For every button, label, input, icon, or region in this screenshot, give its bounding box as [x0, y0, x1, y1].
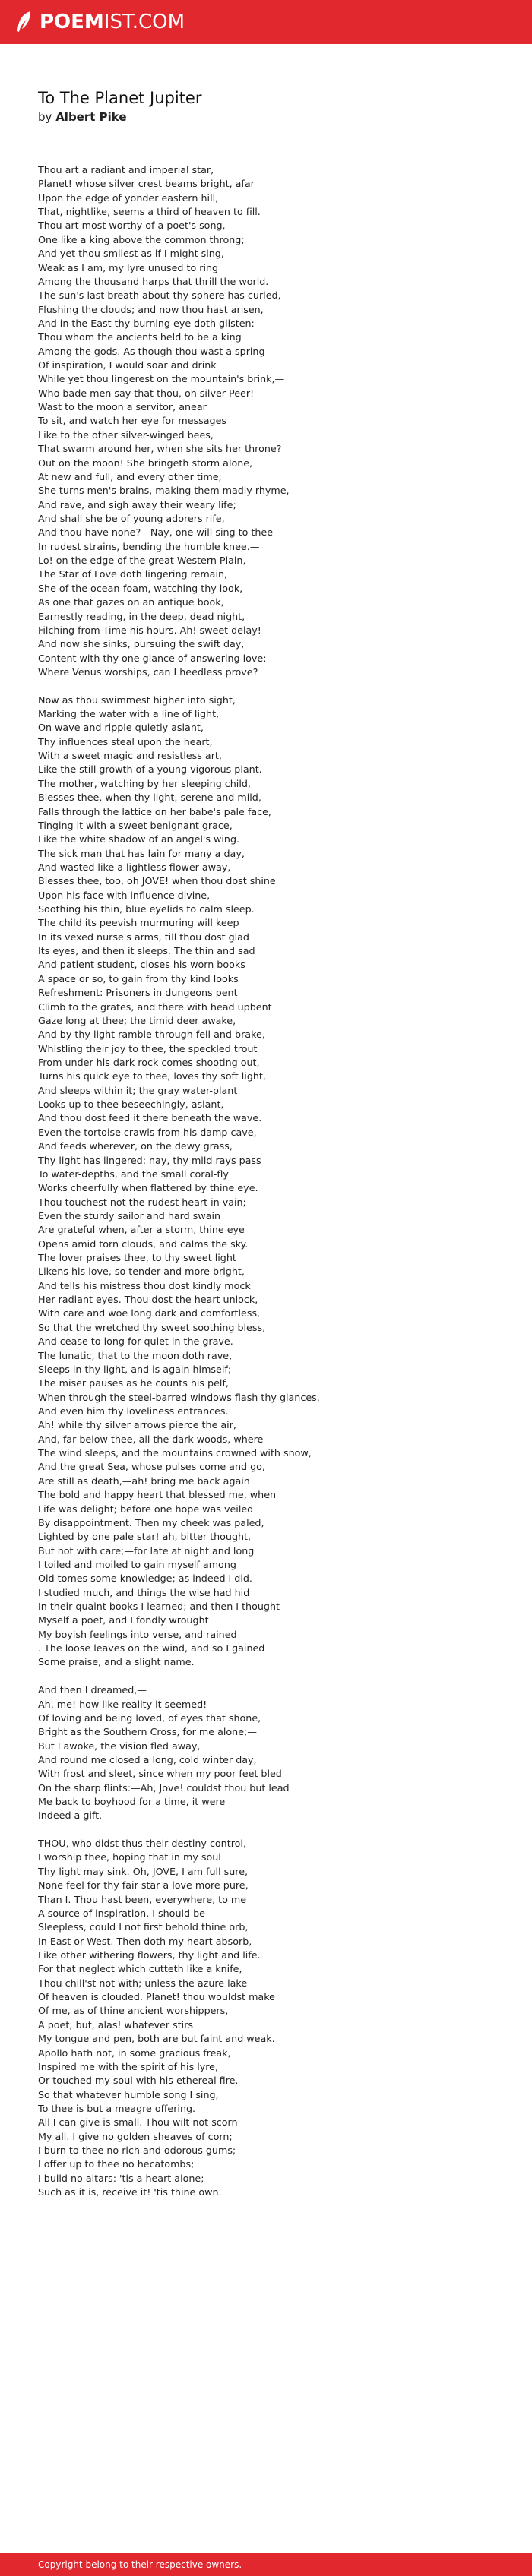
poem-line: And sleeps within it; the gray water-plant [38, 1084, 238, 1096]
poem-line: None feel for thy fair star a love more pure, [38, 1879, 249, 1892]
poem-line: Filching from Time his hours. Ah! sweet delay! [38, 624, 261, 636]
poem-line: And even him thy loveliness entrances. [38, 1405, 229, 1417]
poem-line: Ah! while thy silver arrows pierce the air, [38, 1419, 236, 1431]
poem-line: Who bade men say that thou, oh silver Peer! [38, 387, 255, 399]
poem-line: Earnestly reading, in the deep, dead night, [38, 610, 245, 622]
poem-line: Lo! on the edge of the great Western Plain, [38, 555, 246, 567]
poem-line: In East or West. Then doth my heart absorb, [38, 1935, 252, 1947]
poem-line: Weak as I am, my lyre unused to ring [38, 261, 219, 273]
poem-byline [38, 109, 127, 125]
poem-line: And the great Sea, whose pulses come and go, [38, 1461, 265, 1473]
poem-line: As one that gazes on an antique book, [38, 596, 224, 608]
poem-line: And in the East thy burning eye doth glisten: [38, 317, 255, 329]
poem-line: Content with thy one glance of answering love:— [38, 652, 277, 664]
poem-line: And patient student, closes his worn books [38, 959, 245, 971]
poem-line: And yet thou smilest as if I might sing, [38, 248, 224, 260]
poem-line: Like other withering flowers, thy light and life. [38, 1949, 261, 1961]
poem-line: Whistling their joy to thee, the speckled trout [38, 1042, 258, 1054]
poem-line: Falls through the lattice on her babe's pale face, [38, 805, 271, 817]
poem-line: Where Venus worships, can I heedless prove? [38, 665, 258, 678]
poem-line: And tells his mistress thou dost kindly mock [38, 1279, 251, 1291]
copyright-text: Copyright belong to their respective owners. [38, 2559, 242, 2570]
poem-body [38, 163, 509, 2199]
poem-line: Inspired me with the spirit of his lyre, [38, 2060, 219, 2072]
poem-line: Looks up to thee beseechingly, aslant, [38, 1098, 224, 1111]
poem-stanza [38, 163, 509, 679]
poem-line: Thy light may sink. Oh, JOVE, I am full sure, [38, 1865, 249, 1877]
poem-line: Thou whom the ancients held to be a king [38, 331, 242, 343]
poem-line: Refreshment: Prisoners in dungeons pent [38, 987, 238, 999]
poem-line: The sun's last breath about thy sphere has curled, [38, 289, 281, 302]
poem-line: Life was delight; before one hope was veiled [38, 1503, 254, 1515]
poem-line: Such as it is, receive it! 'tis thine own. [38, 2186, 222, 2198]
poem-line: Thy light has lingered: nay, thy mild rays pass [38, 1154, 261, 1166]
poem-line: Thou art a radiant and imperial star, [38, 164, 214, 175]
poem-line: To thee is but a meagre offering. [38, 2102, 196, 2114]
poem-line: Climb to the grates, and there with head upbent [38, 1000, 272, 1013]
poem-line: When through the steel-barred windows flash thy glances, [38, 1391, 320, 1403]
poem-line: With a sweet magic and resistless art, [38, 750, 222, 762]
poem-line: Out on the moon! She bringeth storm alone, [38, 457, 253, 469]
poem-line: The sick man that has lain for many a day, [38, 847, 245, 859]
poem-line: Among the gods. As though thou wast a spring [38, 345, 265, 357]
poem-line: Thou art most worthy of a poet's song, [38, 220, 226, 232]
poem-line: And by thy light ramble through fell and brake, [38, 1029, 265, 1041]
poem-line: She turns men's brains, making them madly rhyme, [38, 485, 290, 497]
poem-line: To water-depths, and the small coral-fly [38, 1168, 229, 1180]
poem-line: For that neglect which cutteth like a knife, [38, 1963, 242, 1975]
poem-line: Works cheerfully when flattered by thine eye. [38, 1182, 258, 1194]
poem-line: I studied much, and things the wise had hid [38, 1586, 250, 1598]
poem-line: But not with care;—for late at night and long [38, 1544, 255, 1557]
poem-line: The bold and happy heart that blessed me, when [38, 1489, 277, 1501]
poem-line: Flushing the clouds; and now thou hast arisen, [38, 303, 264, 315]
poem-line: And round me closed a long, cold winter day, [38, 1753, 257, 1765]
poem-line: Thou touchest not the rudest heart in vain; [38, 1196, 246, 1208]
poem-line: I build no altars: 'tis a heart alone; [38, 2172, 204, 2184]
poem-line: Soothing his thin, blue eyelids to calm sleep. [38, 903, 255, 915]
poem-line: Me back to boyhood for a time, it were [38, 1796, 226, 1808]
poem-line: And feeds wherever, on the dewy grass, [38, 1140, 233, 1152]
poem-line: The Star of Love doth lingering remain, [38, 568, 228, 580]
poem-line: She of the ocean-foam, watching thy look, [38, 582, 243, 594]
logo-light: IST.COM [103, 11, 185, 33]
poem-line: On the sharp flints:—Ah, Jove! couldst thou but lead [38, 1781, 290, 1794]
poem-line: Opens amid torn clouds, and calms the sky. [38, 1237, 249, 1250]
poem-line: And rave, and sigh away their weary life; [38, 498, 236, 510]
poem-line: I offer up to thee no hecatombs; [38, 2158, 195, 2170]
poem-line: At new and full, and every other time; [38, 470, 222, 482]
poem-line: Upon the edge of yonder eastern hill, [38, 191, 219, 204]
poem-line: Thou chill'st not with; unless the azure lake [38, 1977, 248, 1989]
poem-line: While yet thou lingerest on the mountain's brink,— [38, 373, 285, 385]
poem-line: My boyish feelings into verse, and rained [38, 1628, 237, 1640]
poem-line: Planet! whose silver crest beams bright, afar [38, 178, 255, 190]
poem-line: A source of inspiration. I should be [38, 1907, 205, 1919]
poem-line: . The loose leaves on the wind, and so I gained [38, 1642, 265, 1655]
poem-line: Marking the water with a line of light, [38, 708, 220, 720]
poem-line: Sleepless, could I not first behold thine orb, [38, 1921, 249, 1933]
poem-title: To The Planet Jupiter [38, 89, 202, 107]
poem-line: And cease to long for quiet in the grave. [38, 1335, 233, 1348]
poem-line: Of loving and being loved, of eyes that shone, [38, 1712, 261, 1724]
poem-line: Even the sturdy sailor and hard swain [38, 1209, 221, 1222]
poem-line: That, nightlike, seems a third of heaven to fill. [38, 206, 261, 218]
poem-line: Myself a poet, and I fondly wrought [38, 1614, 209, 1626]
poem-line: Blesses thee, too, oh JOVE! when thou dost shine [38, 875, 276, 887]
poem-line: But I awoke, the vision fled away, [38, 1740, 201, 1752]
poem-line: Upon his face with influence divine, [38, 889, 211, 901]
poem-line: By disappointment. Then my cheek was paled, [38, 1516, 264, 1528]
logo-text [40, 12, 185, 32]
by-label: by [38, 110, 52, 124]
poem-line: My all. I give no golden sheaves of corn; [38, 2130, 233, 2142]
poem-line: Tinging it with a sweet benignant grace, [38, 819, 233, 831]
poem-line: To sit, and watch her eye for messages [38, 415, 226, 427]
poem-stanza [38, 1683, 509, 1823]
poem-line: From under his dark rock comes shooting out, [38, 1057, 260, 1068]
poem-line: With frost and sleet, since when my poor feet bled [38, 1768, 282, 1780]
poem-line: I burn to thee no rich and odorous gums; [38, 2145, 236, 2157]
poem-line: And, far below thee, all the dark woods, where [38, 1433, 264, 1445]
poem-line: Of me, as of thine ancient worshippers, [38, 2005, 229, 2017]
poem-line: Like to the other silver-winged bees, [38, 428, 214, 441]
poem-line: Even the tortoise crawls from his damp cave, [38, 1126, 257, 1138]
poem-line: Are still as death,—ah! bring me back again [38, 1474, 250, 1487]
poem-line: In its vexed nurse's arms, till thou dost glad [38, 931, 249, 943]
poem-line: Its eyes, and then it sleeps. The thin and sad [38, 945, 255, 957]
poem-line: And now she sinks, pursuing the swift day, [38, 638, 245, 650]
poem-line: Turns his quick eye to thee, loves thy soft light, [38, 1070, 266, 1083]
poem-line: The wind sleeps, and the mountains crowned with snow, [38, 1447, 312, 1459]
poem-line: With care and woe long dark and comfortless, [38, 1307, 261, 1320]
poem-line: A poet; but, alas! whatever stirs [38, 2018, 194, 2031]
poem-line: Thy influences steal upon the heart, [38, 735, 213, 748]
poem-line: Than I. Thou hast been, everywhere, to me [38, 1893, 247, 1905]
poem-line: In their quaint books I learned; and then I thought [38, 1601, 280, 1613]
poem-line: The miser pauses as he counts his pelf, [38, 1377, 229, 1389]
poem-line: Indeed a gift. [38, 1810, 103, 1822]
poem-line: Blesses thee, when thy light, serene and mild, [38, 792, 261, 804]
poem-line: Now as thou swimmest higher into sight, [38, 694, 236, 706]
poem-line: One like a king above the common throng; [38, 233, 245, 245]
poem-line: All I can give is small. Thou wilt not scorn [38, 2116, 238, 2129]
logo-bold: POEM [40, 11, 104, 33]
poem-line: Like the still growth of a young vigorous plant. [38, 763, 262, 776]
poem-line: Likens his love, so tender and more bright, [38, 1266, 245, 1278]
site-logo-link[interactable] [15, 8, 185, 36]
poem-line: I worship thee, hoping that in my soul [38, 1851, 221, 1863]
poem-line: In rudest strains, bending the humble knee.— [38, 540, 260, 552]
poem-line: The lunatic, that to the moon doth rave, [38, 1349, 233, 1361]
poem-line: And shall she be of young adorers rife, [38, 512, 225, 524]
poem-line: Some praise, and a slight name. [38, 1656, 195, 1668]
poem-line: Lighted by one pale star! ah, bitter thought, [38, 1531, 252, 1543]
poem-line: Her radiant eyes. Thou dost the heart unlock, [38, 1294, 258, 1306]
poem-line: That swarm around her, when she sits her throne? [38, 443, 282, 455]
poem-line: THOU, who didst thus their destiny control, [38, 1838, 246, 1850]
poem-line: Are grateful when, after a storm, thine eye [38, 1224, 245, 1236]
poem-line: And then I dreamed,— [38, 1684, 147, 1696]
poem-line: On wave and ripple quietly aslant, [38, 722, 204, 734]
author-link[interactable]: Albert Pike [55, 110, 127, 124]
poem-line: Apollo hath not, in some gracious freak, [38, 2047, 231, 2059]
poem-line: So that the wretched thy sweet soothing bless, [38, 1321, 266, 1333]
poem-line: Of heaven is clouded. Planet! thou wouldst make [38, 1991, 275, 2003]
poem-line: The child its peevish murmuring will keep [38, 917, 239, 929]
poem-line: The lover praises thee, to thy sweet light [38, 1252, 236, 1264]
poem-stanza [38, 1837, 509, 2199]
site-footer [0, 2553, 532, 2576]
poem-line: Like the white shadow of an angel's wing. [38, 833, 240, 845]
poem-line: Old tomes some knowledge; as indeed I did. [38, 1572, 252, 1585]
quill-icon [15, 11, 32, 33]
poem-line: Gaze long at thee; the timid deer awake, [38, 1014, 236, 1026]
poem-line: Of inspiration, I would soar and drink [38, 359, 217, 371]
poem-line: Among the thousand harps that thrill the world. [38, 275, 269, 287]
poem-line: The mother, watching by her sleeping child, [38, 777, 251, 789]
poem-line: A space or so, to gain from thy kind looks [38, 972, 239, 985]
poem-line: And thou dost feed it there beneath the wave. [38, 1112, 262, 1124]
poem-line: Sleeps in thy light, and is again himself; [38, 1363, 232, 1375]
poem-line: Bright as the Southern Cross, for me alone;— [38, 1726, 257, 1738]
site-header [0, 0, 532, 44]
poem-line: And wasted like a lightless flower away, [38, 861, 231, 873]
poem-line: I toiled and moiled to gain myself among [38, 1558, 236, 1570]
poem-line: So that whatever humble song I sing, [38, 2088, 219, 2100]
poem-line: My tongue and pen, both are but faint and weak. [38, 2033, 275, 2045]
poem-line: Or touched my soul with his ethereal fire. [38, 2075, 239, 2087]
poem-line: Wast to the moon a servitor, anear [38, 401, 207, 413]
poem-line: And thou have none?—Nay, one will sing to thee [38, 526, 274, 539]
poem-line: Ah, me! how like reality it seemed!— [38, 1698, 217, 1710]
poem-stanza [38, 694, 509, 1670]
